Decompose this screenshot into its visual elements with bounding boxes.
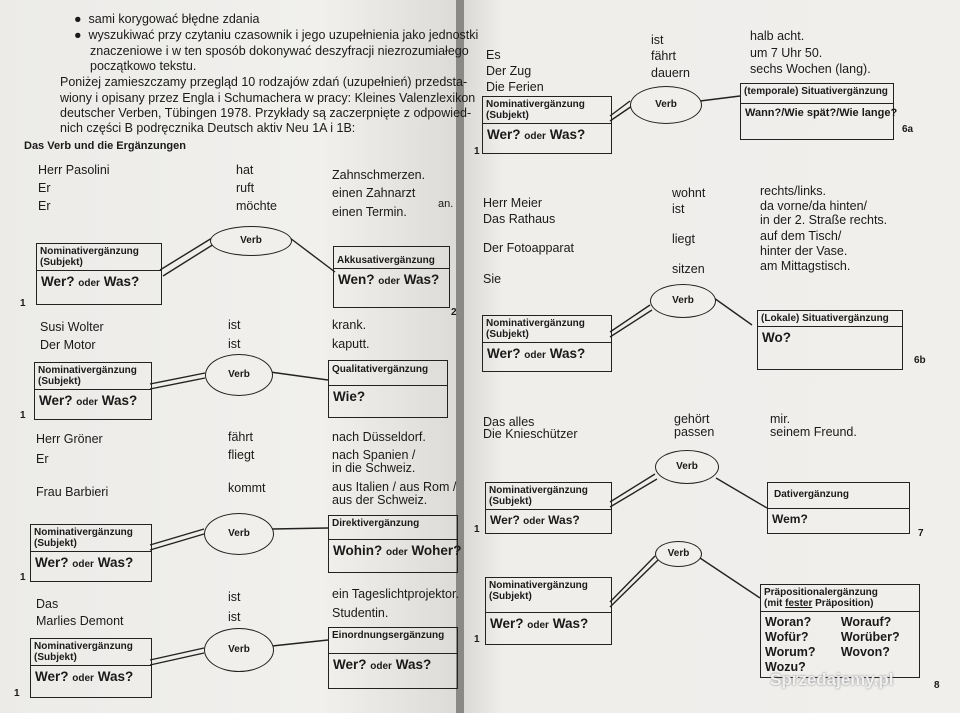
question-word: Wer? <box>487 127 521 142</box>
example-complement: nach Düsseldorf. <box>332 430 426 444</box>
box-question <box>758 327 902 348</box>
box-question <box>35 390 151 411</box>
box-label: Nominativergänzung (Subjekt) <box>483 97 611 124</box>
box-question <box>483 343 611 364</box>
question-word: Wovon? <box>840 645 890 659</box>
question-word: Was? <box>548 513 580 527</box>
section-number: 1 <box>474 146 480 157</box>
example-complement: Zahnschmerzen. <box>332 168 426 182</box>
box-question <box>741 104 898 122</box>
box-question <box>31 666 151 687</box>
box-label: Nominativergänzung (Subjekt) <box>31 639 151 666</box>
box-label-line: Präpositionalergänzung <box>764 587 878 598</box>
example-verb: ist <box>228 318 241 332</box>
example-verb: ruft <box>236 181 255 195</box>
oder-word: oder <box>524 131 546 142</box>
box-question <box>483 124 611 145</box>
example-complement: um 7 Uhr 50. <box>750 46 823 60</box>
paragraph-line: nich części B podręcznika Deutsch aktiv Neu 1A i 1B: <box>60 121 356 135</box>
section-heading: Das Verb und die Ergänzungen <box>24 140 186 152</box>
complement-box <box>328 627 458 689</box>
example-verb: passen <box>674 425 715 439</box>
example-subject: Er <box>36 452 49 466</box>
example-complement: am Mittagstisch. <box>760 259 851 273</box>
example-verb: hat <box>236 163 254 177</box>
section-number: 6b <box>914 355 926 366</box>
question-word: Was? <box>403 272 440 287</box>
verb-label: Verb <box>672 295 694 306</box>
box-question <box>329 540 462 561</box>
example-complement: in der 2. Straße rechts. <box>760 213 888 227</box>
question-word: Woher? <box>411 543 462 558</box>
watermark-logo: Sprzedajemy.pl <box>770 670 894 689</box>
example-complement: Studentin. <box>332 606 389 620</box>
verb-label: Verb <box>655 99 677 110</box>
example-complement: krank. <box>332 318 367 332</box>
box-question <box>334 269 449 290</box>
question-word: Wer? <box>490 616 524 631</box>
box-label: Einordnungsergänzung <box>329 628 457 654</box>
question-word: Wo? <box>762 330 791 345</box>
question-word: Wer? <box>35 669 69 684</box>
oder-word: oder <box>523 516 545 527</box>
box-label: Akkusativergänzung <box>334 247 449 269</box>
example-verb: sitzen <box>672 262 705 276</box>
question-word: Wie? <box>333 389 366 404</box>
box-label: Nominativergänzung (Subjekt) <box>486 483 611 510</box>
oder-word: oder <box>78 278 100 289</box>
box-question <box>329 386 447 407</box>
question-word: Was? <box>97 555 134 570</box>
example-complement: rechts/links. <box>760 184 826 198</box>
example-subject: Der Motor <box>40 338 96 352</box>
example-subject: Sie <box>483 272 502 286</box>
question-word: Worum? <box>765 645 816 659</box>
nominative-box <box>30 638 152 698</box>
example-complement: auf dem Tisch/ <box>760 229 842 243</box>
verb-label: Verb <box>228 369 250 380</box>
section-number: 7 <box>918 528 924 539</box>
question-word: Wann?/Wie spät?/Wie lange? <box>745 107 898 119</box>
section-number: 1 <box>20 572 26 583</box>
example-verb: ist <box>228 337 241 351</box>
box-question <box>31 552 151 573</box>
box-label: (Lokale) Situativergänzung <box>758 311 902 327</box>
example-subject: Der Fotoapparat <box>483 241 575 255</box>
oder-word: oder <box>72 673 94 684</box>
question-word: Was? <box>103 274 140 289</box>
bullet-continuation: początkowo tekstu. <box>90 59 197 73</box>
example-complement: kaputt. <box>332 337 370 351</box>
example-verb: fährt <box>651 49 677 63</box>
box-label <box>761 585 919 612</box>
oder-word: oder <box>76 397 98 408</box>
box-label: Nominativergänzung (Subjekt) <box>35 363 151 390</box>
example-verb: ist <box>228 590 241 604</box>
section-number: 1 <box>474 634 480 645</box>
example-subject: Er <box>38 199 51 213</box>
question-word: Was? <box>101 393 138 408</box>
box-question <box>329 654 457 675</box>
question-word: Worüber? <box>840 630 900 644</box>
paragraph-line: wiony i opisany przez Engla i Schumachera w pracy: Kleines Valenzlexikon <box>60 91 476 105</box>
example-subject: Frau Barbieri <box>36 485 109 499</box>
paragraph-line: Poniżej zamieszczamy przegląd 10 rodzajów zdań (uzupełnień) przedsta- <box>60 75 468 89</box>
verb-oval <box>655 541 702 567</box>
question-word: Wer? <box>333 657 367 672</box>
bullet-item: ● sami korygować błędne zdania <box>74 12 260 26</box>
question-word: Wofür? <box>765 630 809 644</box>
example-verb: ist <box>672 202 685 216</box>
example-particle: an. <box>438 198 454 210</box>
question-word: Wem? <box>772 512 808 526</box>
oder-word: oder <box>386 547 408 558</box>
section-number: 2 <box>451 307 457 318</box>
box-question <box>37 271 161 292</box>
question-word: Wer? <box>35 555 69 570</box>
section-number: 1 <box>20 298 26 309</box>
section-number: 8 <box>934 680 940 691</box>
box-label: Nominativergänzung (Subjekt) <box>483 316 611 343</box>
question-word: Worauf? <box>840 615 892 629</box>
section-number: 1 <box>474 524 480 535</box>
verb-label: Verb <box>667 548 690 559</box>
verb-oval <box>204 513 274 555</box>
example-subject: Die Ferien <box>486 80 544 94</box>
box-question <box>486 612 611 634</box>
question-word: Was? <box>395 657 432 672</box>
box-label-underlined: fester <box>785 598 813 609</box>
example-complement: aus Italien / aus Rom / <box>332 480 457 494</box>
example-complement: sechs Wochen (lang). <box>750 62 871 76</box>
example-complement: nach Spanien / <box>332 448 416 462</box>
complement-box <box>333 246 450 308</box>
example-verb: fliegt <box>228 448 255 462</box>
verb-oval <box>204 628 274 672</box>
question-word: Woran? <box>765 615 812 629</box>
box-question <box>486 510 611 530</box>
oder-word: oder <box>524 350 546 361</box>
box-label-part: Präposition) <box>812 598 874 609</box>
nominative-box <box>485 577 612 645</box>
example-verb: möchte <box>236 199 277 213</box>
example-subject: Herr Meier <box>483 196 543 210</box>
example-subject: Herr Gröner <box>36 432 103 446</box>
complement-box <box>740 83 898 140</box>
oder-word: oder <box>527 620 549 631</box>
example-verb: fährt <box>228 430 254 444</box>
example-complement: in die Schweiz. <box>332 461 416 475</box>
example-complement: einen Termin. <box>332 205 407 219</box>
box-label-part: (mit <box>764 598 786 609</box>
box-label: Nominativergänzung (Subjekt) <box>37 244 161 271</box>
oder-word: oder <box>378 276 400 287</box>
complement-box <box>767 482 910 534</box>
example-verb: wohnt <box>672 186 706 200</box>
example-subject: Der Zug <box>486 64 532 78</box>
question-word: Was? <box>97 669 134 684</box>
verb-oval <box>630 86 702 124</box>
question-word: Wozu? <box>765 660 806 674</box>
complement-box <box>757 310 903 370</box>
example-subject: Das <box>36 597 59 611</box>
example-complement: halb acht. <box>750 29 805 43</box>
example-subject: Es <box>486 48 501 62</box>
box-label: Qualitativergänzung <box>329 361 447 386</box>
nominative-box <box>485 482 612 534</box>
nominative-box <box>30 524 152 582</box>
example-subject: Das alles <box>483 415 535 429</box>
example-verb: gehört <box>674 412 710 426</box>
example-verb: kommt <box>228 481 266 495</box>
question-word: Wer? <box>487 346 521 361</box>
verb-oval <box>205 354 273 396</box>
example-subject: Herr Pasolini <box>38 163 110 177</box>
verb-oval <box>210 226 292 256</box>
box-label: (temporale) Situativergänzung <box>741 84 893 104</box>
example-complement: einen Zahnarzt <box>332 186 416 200</box>
example-complement: ein Tageslichtprojektor. <box>332 587 459 601</box>
example-complement: aus der Schweiz. <box>332 493 428 507</box>
box-label: Nominativergänzung (Subjekt) <box>489 580 588 602</box>
nominative-box <box>482 315 612 372</box>
verb-oval <box>655 450 719 484</box>
box-question <box>768 509 909 529</box>
oder-word: oder <box>370 661 392 672</box>
example-complement: mir. <box>770 412 791 426</box>
example-verb: ist <box>651 33 664 47</box>
verb-oval <box>650 284 716 318</box>
example-verb: ist <box>228 610 241 624</box>
verb-label: Verb <box>228 528 250 539</box>
box-label: Nominativergänzung (Subjekt) <box>31 525 151 552</box>
example-subject: Das Rathaus <box>483 212 556 226</box>
question-word: Wer? <box>39 393 73 408</box>
bullet-text: wyszukiwać przy czytaniu czasownik i jego uzupełnienia jako jednostki <box>88 28 479 42</box>
nominative-box <box>34 362 152 420</box>
example-complement: hinter der Vase. <box>760 244 848 258</box>
question-word: Wer? <box>41 274 75 289</box>
example-complement: seinem Freund. <box>770 425 857 439</box>
example-subject: Er <box>38 181 51 195</box>
paragraph-line: deutscher Verben, Tübingen 1978. Przykłady są zaczerpnięte z odpowied- <box>60 106 472 120</box>
verb-label: Verb <box>240 235 262 246</box>
example-subject: Susi Wolter <box>40 320 104 334</box>
box-label: Direktivergänzung <box>329 516 457 540</box>
nominative-box <box>36 243 162 305</box>
question-word: Wohin? <box>333 543 383 558</box>
complement-box <box>328 515 462 573</box>
example-subject: Die Knieschützer <box>483 427 578 441</box>
section-number: 1 <box>14 688 20 699</box>
complement-box <box>328 360 448 418</box>
bullet-continuation: znaczeniowe i w ten sposób dokonywać deszyfracji niezrozumiałego <box>90 44 469 58</box>
oder-word: oder <box>72 559 94 570</box>
verb-label: Verb <box>228 644 250 655</box>
example-complement: da vorne/da hinten/ <box>760 199 868 213</box>
question-word: Was? <box>552 616 589 631</box>
section-number: 6a <box>902 124 914 135</box>
example-subject: Marlies Demont <box>36 614 124 628</box>
box-label: Dativergänzung <box>768 483 909 509</box>
bullet-text: sami korygować błędne zdania <box>88 12 260 26</box>
bullet-item: ● wyszukiwać przy czytaniu czasownik i jego uzupełnienia jako jednostki <box>74 28 479 42</box>
question-word: Wer? <box>490 513 520 527</box>
question-word: Was? <box>549 127 586 142</box>
example-verb: dauern <box>651 66 690 80</box>
section-number: 1 <box>20 410 26 421</box>
verb-label: Verb <box>676 461 698 472</box>
question-word: Wen? <box>338 272 375 287</box>
example-verb: liegt <box>672 232 695 246</box>
nominative-box <box>482 96 612 154</box>
question-grid <box>761 612 919 678</box>
complement-box <box>760 584 920 678</box>
question-word: Was? <box>549 346 586 361</box>
